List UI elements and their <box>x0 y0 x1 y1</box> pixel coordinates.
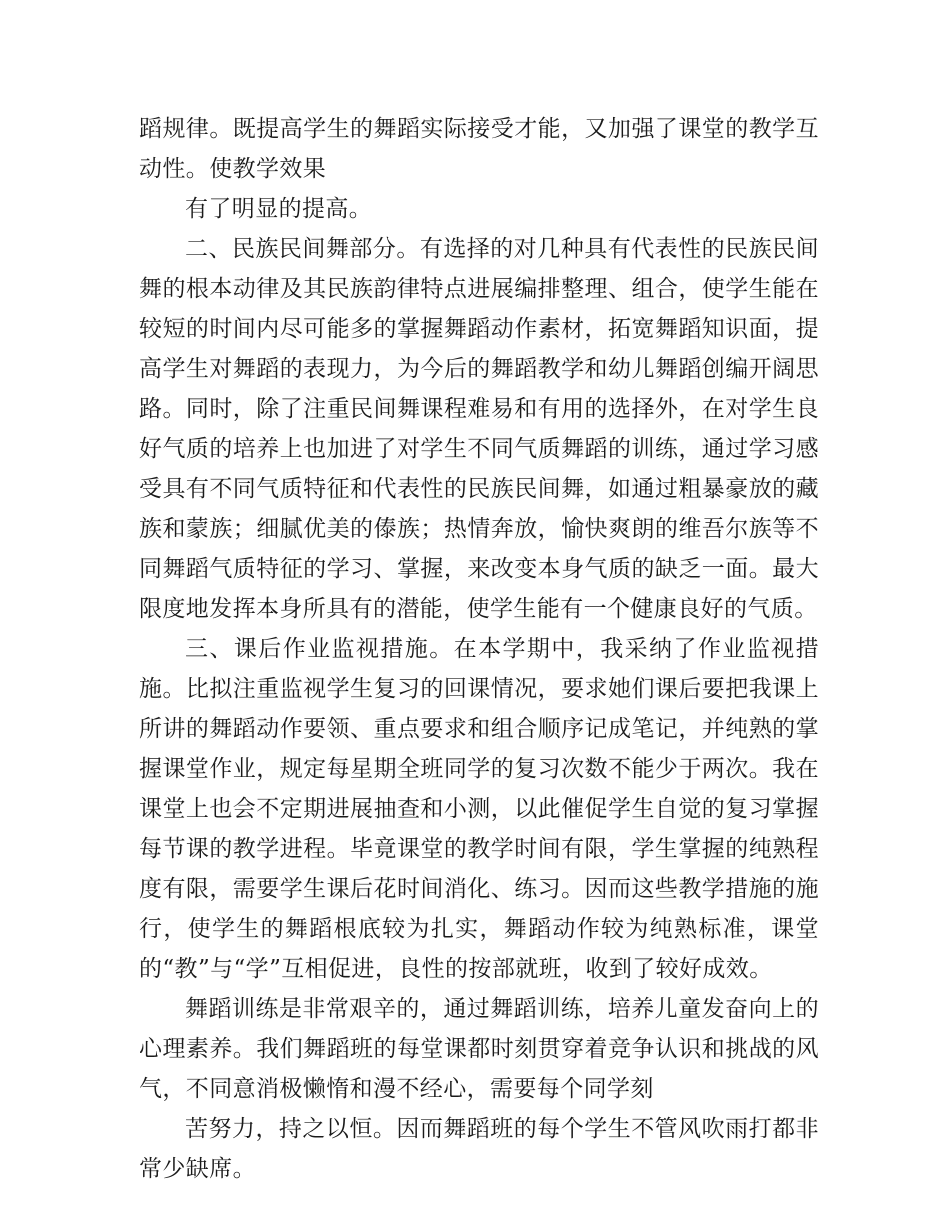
paragraph-perseverance: 苦努力，持之以恒。因而舞蹈班的每个学生不管风吹雨打都非常少缺席。 <box>139 1116 819 1182</box>
paragraph-continuation-end: 有了明显的提高。 <box>185 196 373 222</box>
document-body <box>139 109 819 1189</box>
paragraph-folk-dance: 二、民族民间舞部分。有选择的对几种具有代表性的民族民间舞的根本动律及其民族韵律特点进展编排整理、组合，使学生能在较短的时间内尽可能多的掌握舞蹈动作素材，拓宽舞蹈知识面，提高学生对舞蹈的表现力，为今后的舞蹈教学和幼儿舞蹈创编开阔思路。同时，除了注重民间舞课程难易和有用的选择外，在对学生良好气质的培养上也加进了对学生不同气质舞蹈的训练，通过学习感受具有不同气质特征和代表性的民族民间舞，如通过粗暴豪放的藏族和蒙族；细腻优美的傣族；热情奔放，愉快爽朗的维吾尔族等不同舞蹈气质特征的学习、掌握，来改变本身气质的缺乏一面。最大限度地发挥本身所具有的潜能，使学生能有一个健康良好的气质。 <box>139 236 819 622</box>
paragraph-dance-training: 舞蹈训练是非常艰辛的，通过舞蹈训练，培养儿童发奋向上的心理素养。我们舞蹈班的每堂课都时刻贯穿着竞争认识和挑战的风气，不同意消极懒惰和漫不经心，需要每个同学刻 <box>139 996 819 1102</box>
paragraph-continuation: 蹈规律。既提高学生的舞蹈实际接受才能，又加强了课堂的教学互动性。使教学效果 <box>139 116 819 182</box>
paragraph-homework-supervision: 三、课后作业监视措施。在本学期中，我采纳了作业监视措施。比拟注重监视学生复习的回课情况，要求她们课后要把我课上所讲的舞蹈动作要领、重点要求和组合顺序记成笔记，并纯熟的掌握课堂作业，规定每星期全班同学的复习次数不能少于两次。我在课堂上也会不定期进展抽查和小测，以此催促学生自觉的复习掌握每节课的教学进程。毕竟课堂的教学时间有限，学生掌握的纯熟程度有限，需要学生课后花时间消化、练习。因而这些教学措施的施行，使学生的舞蹈根底较为扎实，舞蹈动作较为纯熟标准，课堂的“教”与“学”互相促进，良性的按部就班，收到了较好成效。 <box>139 636 819 982</box>
